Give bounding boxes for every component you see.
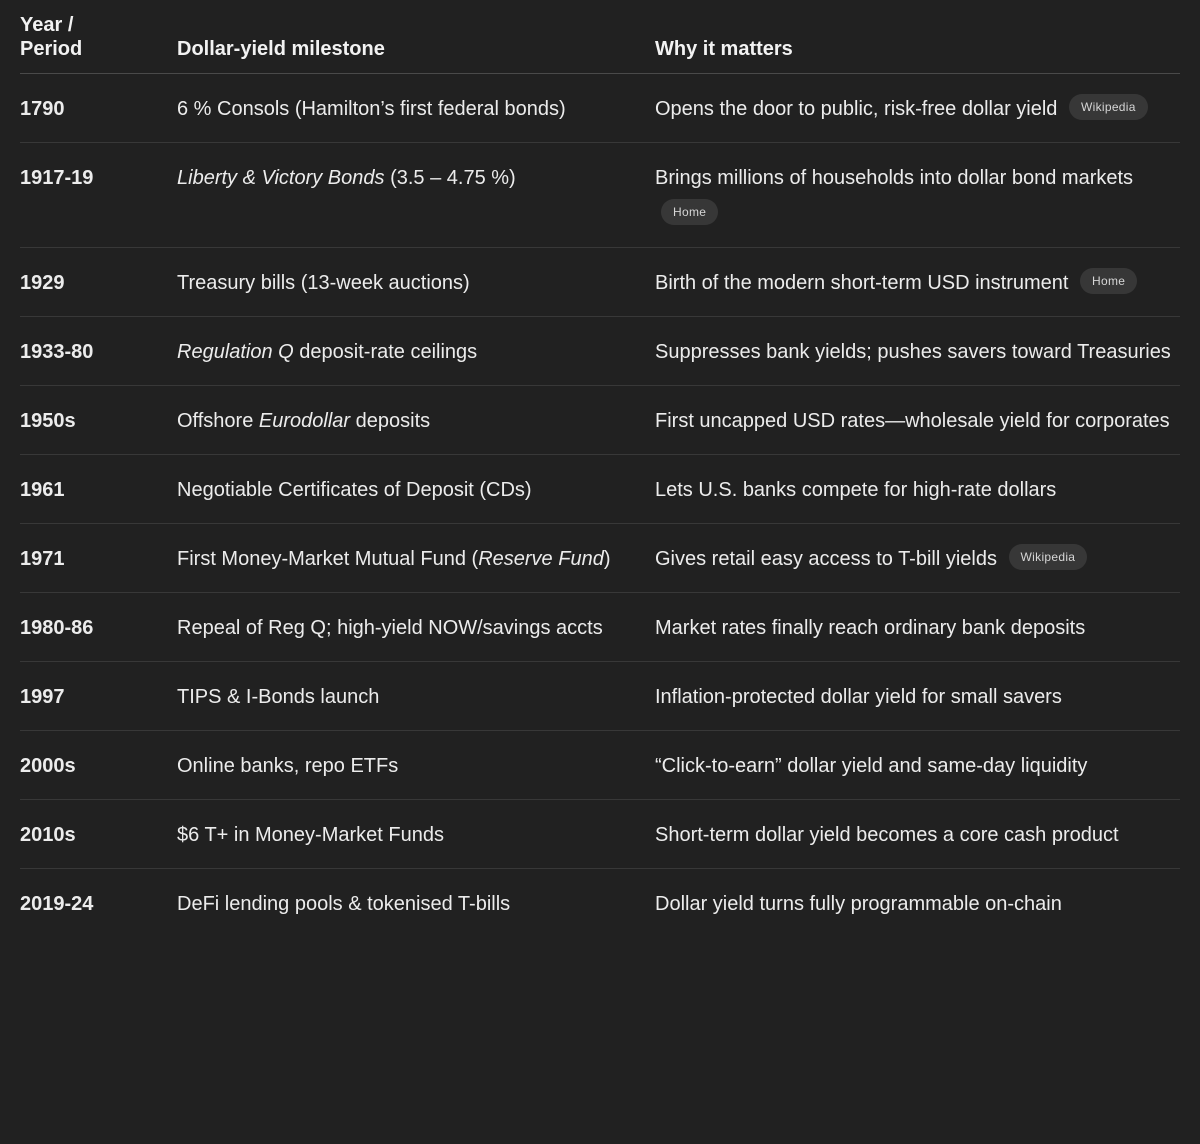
table-header	[20, 0, 1180, 73]
why-text: Lets U.S. banks compete for high-rate dollars	[655, 478, 1057, 501]
why-cell	[655, 868, 1180, 937]
milestone-text: 6 % Consols (Hamilton’s first federal bonds)	[177, 97, 566, 120]
milestone-text: TIPS & I-Bonds launch	[177, 685, 380, 708]
table-row	[20, 142, 1180, 247]
milestone-cell	[177, 454, 655, 523]
table-row	[20, 385, 1180, 454]
why-text: Opens the door to public, risk-free dollar yield	[655, 97, 1058, 120]
header-milestone	[177, 0, 655, 73]
milestone-cell	[177, 592, 655, 661]
header-why-label: Why it matters	[655, 37, 793, 60]
year-cell: 1929	[20, 247, 177, 316]
table-row	[20, 316, 1180, 385]
why-text: Brings millions of households into dollar bond markets	[655, 166, 1134, 189]
year-cell: 2000s	[20, 730, 177, 799]
why-text: Market rates finally reach ordinary bank deposits	[655, 616, 1086, 639]
header-row	[20, 0, 1180, 73]
header-year-label: Year / Period	[20, 13, 83, 60]
source-badge[interactable]: Wikipedia	[1069, 94, 1148, 120]
why-cell	[655, 661, 1180, 730]
why-cell	[655, 73, 1180, 142]
why-text: Dollar yield turns fully programmable on-chain	[655, 892, 1062, 915]
milestone-text: Repeal of Reg Q; high-yield NOW/savings accts	[177, 616, 603, 639]
milestone-cell	[177, 247, 655, 316]
year-cell: 1933-80	[20, 316, 177, 385]
milestone-text: Negotiable Certificates of Deposit (CDs)	[177, 478, 532, 501]
milestone-table	[20, 0, 1180, 937]
milestone-text: Treasury bills (13-week auctions)	[177, 271, 470, 294]
header-year	[20, 0, 177, 73]
year-cell: 1790	[20, 73, 177, 142]
table-row	[20, 661, 1180, 730]
table-row	[20, 799, 1180, 868]
source-badge[interactable]: Home	[661, 199, 718, 225]
year-cell: 1997	[20, 661, 177, 730]
milestone-cell	[177, 661, 655, 730]
year-cell: 1950s	[20, 385, 177, 454]
milestone-text: Liberty & Victory Bonds	[177, 166, 385, 189]
table-row	[20, 730, 1180, 799]
milestone-cell	[177, 316, 655, 385]
milestone-cell	[177, 523, 655, 592]
why-cell	[655, 730, 1180, 799]
why-text: Short-term dollar yield becomes a core cash product	[655, 823, 1119, 846]
year-cell: 2010s	[20, 799, 177, 868]
milestone-text: Reserve Fund	[478, 547, 604, 570]
milestone-cell	[177, 73, 655, 142]
header-why	[655, 0, 1180, 73]
milestone-text: (3.5 – 4.75 %)	[384, 166, 516, 189]
table-row	[20, 868, 1180, 937]
why-cell	[655, 592, 1180, 661]
milestone-cell	[177, 385, 655, 454]
table-row	[20, 247, 1180, 316]
milestone-text: $6 T+ in Money-Market Funds	[177, 823, 444, 846]
why-cell	[655, 523, 1180, 592]
why-cell	[655, 316, 1180, 385]
milestone-text: Regulation Q	[177, 340, 294, 363]
milestone-text: deposit-rate ceilings	[293, 340, 478, 363]
why-text: Suppresses bank yields; pushes savers toward Treasuries	[655, 340, 1171, 363]
year-cell: 1961	[20, 454, 177, 523]
why-cell	[655, 385, 1180, 454]
milestone-cell	[177, 730, 655, 799]
year-cell: 1917-19	[20, 142, 177, 247]
why-cell	[655, 142, 1180, 247]
milestone-cell	[177, 799, 655, 868]
source-badge[interactable]: Wikipedia	[1009, 544, 1088, 570]
table-body	[20, 73, 1180, 937]
source-badge[interactable]: Home	[1080, 268, 1137, 294]
milestone-cell	[177, 868, 655, 937]
year-cell: 1971	[20, 523, 177, 592]
milestone-cell	[177, 142, 655, 247]
milestone-text: First Money-Market Mutual Fund (	[177, 547, 479, 570]
why-text: “Click-to-earn” dollar yield and same-day liquidity	[655, 754, 1088, 777]
why-text: Birth of the modern short-term USD instrument	[655, 271, 1069, 294]
milestone-text: Eurodollar	[258, 409, 351, 432]
why-text: Gives retail easy access to T-bill yields	[655, 547, 997, 570]
why-text: First uncapped USD rates—wholesale yield for corporates	[655, 409, 1170, 432]
why-cell	[655, 799, 1180, 868]
year-cell: 1980-86	[20, 592, 177, 661]
table-row	[20, 73, 1180, 142]
milestone-text: )	[603, 547, 611, 570]
table-row	[20, 592, 1180, 661]
why-cell	[655, 454, 1180, 523]
table-row	[20, 523, 1180, 592]
milestone-table-container	[20, 0, 1180, 937]
milestone-text: Offshore	[177, 409, 259, 432]
milestone-text: DeFi lending pools & tokenised T-bills	[177, 892, 511, 915]
header-milestone-label: Dollar-yield milestone	[177, 37, 385, 60]
milestone-text: deposits	[350, 409, 431, 432]
year-cell: 2019-24	[20, 892, 94, 915]
milestone-text: Online banks, repo ETFs	[177, 754, 399, 777]
why-text: Inflation-protected dollar yield for small savers	[655, 685, 1062, 708]
why-cell	[655, 247, 1180, 316]
table-row	[20, 454, 1180, 523]
